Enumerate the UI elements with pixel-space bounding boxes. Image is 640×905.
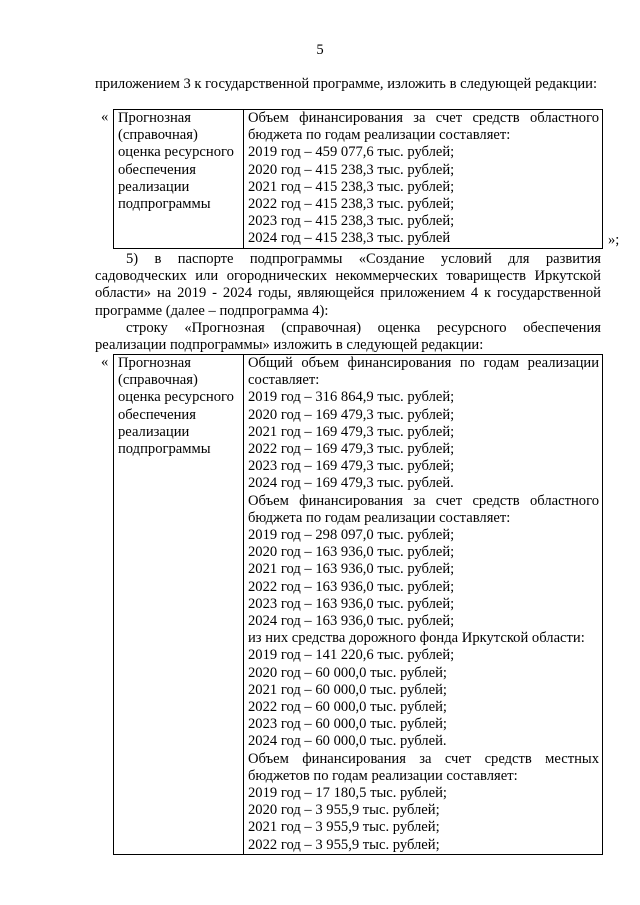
content-line: Общий объем финансирования по годам реализации <box>248 355 599 371</box>
paragraph-row: строку «Прогнозная (справочная) оценка ресурсного обеспечения реализации подпрограммы» изложить в следующей редакции: <box>95 320 601 354</box>
table1-label-cell <box>114 110 244 249</box>
content-line: из них средства дорожного фонда Иркутской области: <box>248 630 585 647</box>
content-line: бюджетов по годам реализации составляет: <box>248 767 518 784</box>
label-line: реализации <box>118 423 190 440</box>
table1-content-cell <box>244 110 603 249</box>
label-line: оценка ресурсного <box>118 389 234 406</box>
paragraph-5: 5) в паспорте подпрограммы «Создание условий для развития садоводческих или огороднических некоммерческих товариществ Иркутской области» на 2019 - 2024 годы, являющейся приложением 4 к государственной программе (далее – подпрограмма 4): <box>95 251 601 319</box>
content-line: 2024 год – 169 479,3 тыс. рублей. <box>248 475 454 492</box>
label-line: (справочная) <box>118 127 198 144</box>
content-line: 2019 год – 298 097,0 тыс. рублей; <box>248 527 455 544</box>
content-line: 2020 год – 60 000,0 тыс. рублей; <box>248 664 447 681</box>
table1-close-quote: »; <box>608 232 620 248</box>
label-line: реализации <box>118 178 190 195</box>
content-line: 2019 год – 459 077,6 тыс. рублей; <box>248 144 455 161</box>
funding-table-2 <box>113 354 603 855</box>
content-line: 2022 год – 415 238,3 тыс. рублей; <box>248 196 455 213</box>
content-line: бюджета по годам реализации составляет: <box>248 127 511 144</box>
content-line: 2024 год – 415 238,3 тыс. рублей <box>248 230 451 247</box>
label-line: обеспечения <box>118 161 196 178</box>
content-line: 2021 год – 415 238,3 тыс. рублей; <box>248 178 455 195</box>
content-line: 2020 год – 415 238,3 тыс. рублей; <box>248 161 455 178</box>
content-line: 2023 год – 163 936,0 тыс. рублей; <box>248 595 455 612</box>
content-line: составляет: <box>248 372 320 389</box>
content-line: 2022 год – 3 955,9 тыс. рублей; <box>248 836 440 853</box>
content-line: 2021 год – 60 000,0 тыс. рублей; <box>248 681 447 698</box>
content-line: 2024 год – 60 000,0 тыс. рублей. <box>248 733 447 750</box>
content-line: 2021 год – 3 955,9 тыс. рублей; <box>248 819 440 836</box>
content-line: 2019 год – 17 180,5 тыс. рублей; <box>248 785 447 802</box>
content-line: 2022 год – 169 479,3 тыс. рублей; <box>248 441 455 458</box>
content-line: бюджета по годам реализации составляет: <box>248 509 511 526</box>
content-line: 2019 год – 141 220,6 тыс. рублей; <box>248 647 455 664</box>
content-line: 2023 год – 415 238,3 тыс. рублей; <box>248 213 455 230</box>
page-number: 5 <box>316 42 324 58</box>
table2-content-cell <box>244 355 603 855</box>
content-line: 2019 год – 316 864,9 тыс. рублей; <box>248 389 455 406</box>
table1-open-quote: « <box>101 109 109 125</box>
label-line: Прогнозная <box>118 110 191 126</box>
label-line: оценка ресурсного <box>118 144 234 161</box>
label-line: подпрограммы <box>118 196 211 213</box>
content-line: 2022 год – 60 000,0 тыс. рублей; <box>248 699 447 716</box>
content-line: 2023 год – 60 000,0 тыс. рублей; <box>248 716 447 733</box>
content-line: 2020 год – 169 479,3 тыс. рублей; <box>248 406 455 423</box>
table2-open-quote: « <box>101 354 109 370</box>
funding-table-1 <box>113 109 603 249</box>
content-line: 2020 год – 163 936,0 тыс. рублей; <box>248 544 455 561</box>
content-line: Объем финансирования за счет средств местных <box>248 750 599 767</box>
label-line: (справочная) <box>118 372 198 389</box>
content-line: Объем финансирования за счет средств областного <box>248 110 599 126</box>
content-line: 2023 год – 169 479,3 тыс. рублей; <box>248 458 455 475</box>
content-line: Объем финансирования за счет средств областного <box>248 492 599 509</box>
label-line: Прогнозная <box>118 355 191 371</box>
label-line: подпрограммы <box>118 441 211 458</box>
intro-paragraph: приложением 3 к государственной программе, изложить в следующей редакции: <box>95 76 598 92</box>
label-line: обеспечения <box>118 406 196 423</box>
content-line: 2021 год – 163 936,0 тыс. рублей; <box>248 561 455 578</box>
content-line: 2022 год – 163 936,0 тыс. рублей; <box>248 578 455 595</box>
content-line: 2021 год – 169 479,3 тыс. рублей; <box>248 423 455 440</box>
content-line: 2020 год – 3 955,9 тыс. рублей; <box>248 802 440 819</box>
content-line: 2024 год – 163 936,0 тыс. рублей; <box>248 613 455 630</box>
table2-label-cell <box>114 355 244 855</box>
